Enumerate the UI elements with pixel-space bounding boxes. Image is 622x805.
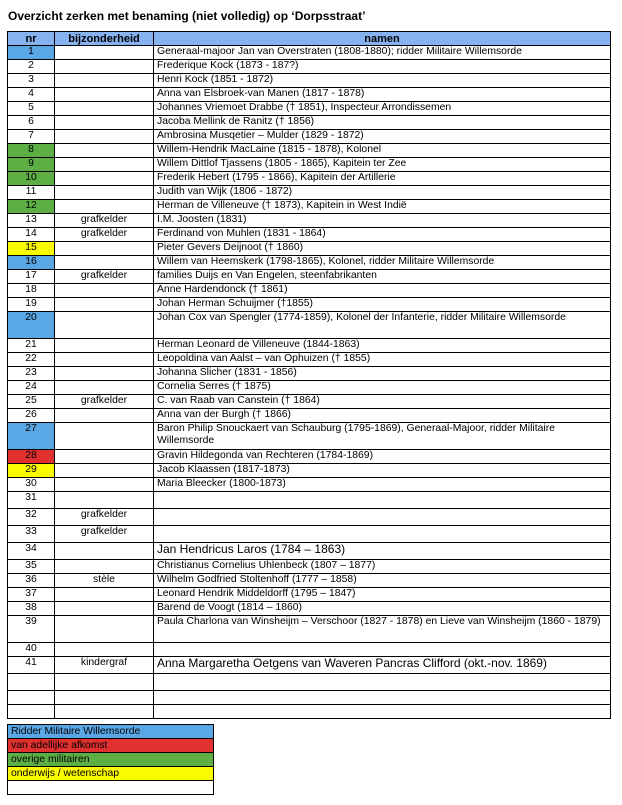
legend-item bbox=[8, 725, 214, 739]
nr-cell: 6 bbox=[8, 116, 55, 130]
table-header-row bbox=[8, 32, 611, 46]
table-row bbox=[8, 643, 611, 657]
bijzonderheid-cell: grafkelder bbox=[55, 270, 154, 284]
nr-cell: 22 bbox=[8, 353, 55, 367]
table-row bbox=[8, 691, 611, 705]
bijzonderheid-cell bbox=[55, 298, 154, 312]
table-row bbox=[8, 312, 611, 339]
name-cell: Wilhelm Godfried Stoltenhoff (1777 – 1858) bbox=[154, 574, 611, 588]
table-row bbox=[8, 509, 611, 526]
bijzonderheid-cell: kindergraf bbox=[55, 657, 154, 674]
nr-cell: 17 bbox=[8, 270, 55, 284]
nr-cell: 7 bbox=[8, 130, 55, 144]
nr-cell: 1 bbox=[8, 46, 55, 60]
name-cell: families Duijs en Van Engelen, steenfabrikanten bbox=[154, 270, 611, 284]
bijzonderheid-cell: grafkelder bbox=[55, 509, 154, 526]
legend-label: onderwijs / wetenschap bbox=[8, 767, 214, 781]
bijzonderheid-cell bbox=[55, 186, 154, 200]
table-row bbox=[8, 200, 611, 214]
name-cell: Herman Leonard de Villeneuve (1844-1863) bbox=[154, 339, 611, 353]
bijzonderheid-cell bbox=[55, 705, 154, 719]
nr-cell: 12 bbox=[8, 200, 55, 214]
name-cell: Herman de Villeneuve († 1873), Kapitein in West Indië bbox=[154, 200, 611, 214]
table-row bbox=[8, 674, 611, 691]
bijzonderheid-cell bbox=[55, 353, 154, 367]
bijzonderheid-cell bbox=[55, 560, 154, 574]
table-row bbox=[8, 543, 611, 560]
nr-cell: 2 bbox=[8, 60, 55, 74]
name-cell: Ferdinand von Muhlen (1831 - 1864) bbox=[154, 228, 611, 242]
bijzonderheid-cell bbox=[55, 691, 154, 705]
table-row bbox=[8, 298, 611, 312]
name-cell bbox=[154, 643, 611, 657]
nr-cell: 37 bbox=[8, 588, 55, 602]
bijzonderheid-cell bbox=[55, 464, 154, 478]
table-row bbox=[8, 339, 611, 353]
table-row bbox=[8, 381, 611, 395]
bijzonderheid-cell bbox=[55, 144, 154, 158]
table-row bbox=[8, 60, 611, 74]
name-cell: Jan Hendricus Laros (1784 – 1863) bbox=[154, 543, 611, 560]
table-row bbox=[8, 588, 611, 602]
name-cell bbox=[154, 492, 611, 509]
bijzonderheid-cell bbox=[55, 588, 154, 602]
bijzonderheid-cell bbox=[55, 423, 154, 450]
nr-cell: 32 bbox=[8, 509, 55, 526]
page-title: Overzicht zerken met benaming (niet volledig) op ‘Dorpsstraat’ bbox=[8, 9, 366, 23]
nr-cell: 35 bbox=[8, 560, 55, 574]
legend-label: Ridder Militaire Willemsorde bbox=[8, 725, 214, 739]
legend-table bbox=[7, 724, 214, 795]
name-cell: Judith van Wijk (1806 - 1872) bbox=[154, 186, 611, 200]
name-cell bbox=[154, 705, 611, 719]
table-row bbox=[8, 526, 611, 543]
table-row bbox=[8, 492, 611, 509]
nr-cell bbox=[8, 674, 55, 691]
table-row bbox=[8, 450, 611, 464]
table-row bbox=[8, 242, 611, 256]
name-cell: Baron Philip Snouckaert van Schauburg (1795-1869), Generaal-Majoor, ridder Militaire Willemsorde bbox=[154, 423, 611, 450]
name-cell: Johan Cox van Spengler (1774-1859), Kolonel der Infanterie, ridder Militaire Willemsorde bbox=[154, 312, 611, 339]
nr-cell: 21 bbox=[8, 339, 55, 353]
name-cell: Anna Margaretha Oetgens van Waveren Pancras Clifford (okt.-nov. 1869) bbox=[154, 657, 611, 674]
nr-cell: 41 bbox=[8, 657, 55, 674]
legend-item bbox=[8, 753, 214, 767]
table-row bbox=[8, 478, 611, 492]
name-cell: Frederique Kock (1873 - 187?) bbox=[154, 60, 611, 74]
nr-cell: 38 bbox=[8, 602, 55, 616]
nr-cell: 26 bbox=[8, 409, 55, 423]
table-row bbox=[8, 560, 611, 574]
table-row bbox=[8, 186, 611, 200]
nr-cell: 11 bbox=[8, 186, 55, 200]
table-row bbox=[8, 270, 611, 284]
header-bijzonderheid: bijzonderheid bbox=[55, 32, 154, 46]
bijzonderheid-cell bbox=[55, 158, 154, 172]
name-cell: Ambrosina Musqetier – Mulder (1829 - 1872) bbox=[154, 130, 611, 144]
nr-cell: 18 bbox=[8, 284, 55, 298]
name-cell: Paula Charlona van Winsheijm – Verschoor (1827 - 1878) en Lieve van Winsheijm (1860 - 1879) bbox=[154, 616, 611, 643]
bijzonderheid-cell bbox=[55, 602, 154, 616]
table-row bbox=[8, 705, 611, 719]
legend-label: van adellijke afkomst bbox=[8, 739, 214, 753]
nr-cell: 33 bbox=[8, 526, 55, 543]
table-row bbox=[8, 284, 611, 298]
name-cell: Anna van der Burgh († 1866) bbox=[154, 409, 611, 423]
name-cell bbox=[154, 674, 611, 691]
name-cell: Willem van Heemskerk (1798-1865), Kolonel, ridder Militaire Willemsorde bbox=[154, 256, 611, 270]
name-cell: Willem Dittlof Tjassens (1805 - 1865), Kapitein ter Zee bbox=[154, 158, 611, 172]
bijzonderheid-cell bbox=[55, 200, 154, 214]
bijzonderheid-cell bbox=[55, 116, 154, 130]
name-cell: Johanna Slicher (1831 - 1856) bbox=[154, 367, 611, 381]
bijzonderheid-cell bbox=[55, 409, 154, 423]
legend-label: overige militairen bbox=[8, 753, 214, 767]
legend-label bbox=[8, 781, 214, 795]
table-row bbox=[8, 228, 611, 242]
name-cell: Generaal-majoor Jan van Overstraten (1808-1880); ridder Militaire Willemsorde bbox=[154, 46, 611, 60]
nr-cell: 8 bbox=[8, 144, 55, 158]
graves-table bbox=[7, 31, 611, 719]
name-cell: Henri Kock (1851 - 1872) bbox=[154, 74, 611, 88]
table-row bbox=[8, 409, 611, 423]
nr-cell: 5 bbox=[8, 102, 55, 116]
nr-cell: 40 bbox=[8, 643, 55, 657]
bijzonderheid-cell bbox=[55, 130, 154, 144]
name-cell: C. van Raab van Canstein († 1864) bbox=[154, 395, 611, 409]
nr-cell: 19 bbox=[8, 298, 55, 312]
bijzonderheid-cell bbox=[55, 381, 154, 395]
legend-item bbox=[8, 767, 214, 781]
nr-cell bbox=[8, 691, 55, 705]
nr-cell: 29 bbox=[8, 464, 55, 478]
nr-cell: 30 bbox=[8, 478, 55, 492]
nr-cell: 15 bbox=[8, 242, 55, 256]
table-row bbox=[8, 616, 611, 643]
bijzonderheid-cell bbox=[55, 450, 154, 464]
table-row bbox=[8, 353, 611, 367]
header-nr: nr bbox=[8, 32, 55, 46]
name-cell: Jacob Klaassen (1817-1873) bbox=[154, 464, 611, 478]
nr-cell: 23 bbox=[8, 367, 55, 381]
bijzonderheid-cell: stèle bbox=[55, 574, 154, 588]
bijzonderheid-cell bbox=[55, 367, 154, 381]
nr-cell: 34 bbox=[8, 543, 55, 560]
bijzonderheid-cell bbox=[55, 88, 154, 102]
table-row bbox=[8, 158, 611, 172]
name-cell: Christianus Cornelius Uhlenbeck (1807 – 1877) bbox=[154, 560, 611, 574]
name-cell: Jacoba Mellink de Ranitz († 1856) bbox=[154, 116, 611, 130]
legend-item bbox=[8, 781, 214, 795]
name-cell: Anne Hardendonck († 1861) bbox=[154, 284, 611, 298]
table-row bbox=[8, 256, 611, 270]
table-row bbox=[8, 367, 611, 381]
table-row bbox=[8, 602, 611, 616]
bijzonderheid-cell bbox=[55, 284, 154, 298]
nr-cell: 13 bbox=[8, 214, 55, 228]
bijzonderheid-cell bbox=[55, 74, 154, 88]
table-row bbox=[8, 214, 611, 228]
table-row bbox=[8, 144, 611, 158]
nr-cell: 10 bbox=[8, 172, 55, 186]
nr-cell: 28 bbox=[8, 450, 55, 464]
table-row bbox=[8, 464, 611, 478]
header-namen: namen bbox=[154, 32, 611, 46]
table-row bbox=[8, 74, 611, 88]
name-cell bbox=[154, 509, 611, 526]
nr-cell: 31 bbox=[8, 492, 55, 509]
bijzonderheid-cell bbox=[55, 312, 154, 339]
name-cell: Cornelia Serres († 1875) bbox=[154, 381, 611, 395]
name-cell: Maria Bleecker (1800-1873) bbox=[154, 478, 611, 492]
name-cell: Johan Herman Schuijmer (†1855) bbox=[154, 298, 611, 312]
name-cell: Willem-Hendrik MacLaine (1815 - 1878), Kolonel bbox=[154, 144, 611, 158]
nr-cell: 14 bbox=[8, 228, 55, 242]
name-cell: I.M. Joosten (1831) bbox=[154, 214, 611, 228]
bijzonderheid-cell bbox=[55, 256, 154, 270]
table-row bbox=[8, 172, 611, 186]
name-cell: Leopoldina van Aalst – van Ophuizen († 1855) bbox=[154, 353, 611, 367]
table-row bbox=[8, 574, 611, 588]
name-cell: Leonard Hendrik Middeldorff (1795 – 1847) bbox=[154, 588, 611, 602]
nr-cell: 4 bbox=[8, 88, 55, 102]
bijzonderheid-cell bbox=[55, 172, 154, 186]
nr-cell: 39 bbox=[8, 616, 55, 643]
nr-cell: 9 bbox=[8, 158, 55, 172]
name-cell: Gravin Hildegonda van Rechteren (1784-1869) bbox=[154, 450, 611, 464]
nr-cell: 16 bbox=[8, 256, 55, 270]
name-cell bbox=[154, 526, 611, 543]
name-cell bbox=[154, 691, 611, 705]
name-cell: Anna van Elsbroek-van Manen (1817 - 1878) bbox=[154, 88, 611, 102]
bijzonderheid-cell bbox=[55, 674, 154, 691]
bijzonderheid-cell bbox=[55, 46, 154, 60]
bijzonderheid-cell bbox=[55, 242, 154, 256]
nr-cell: 3 bbox=[8, 74, 55, 88]
bijzonderheid-cell bbox=[55, 102, 154, 116]
table-row bbox=[8, 395, 611, 409]
table-row bbox=[8, 102, 611, 116]
nr-cell: 25 bbox=[8, 395, 55, 409]
bijzonderheid-cell: grafkelder bbox=[55, 526, 154, 543]
name-cell: Frederik Hebert (1795 - 1866), Kapitein der Artillerie bbox=[154, 172, 611, 186]
name-cell: Pieter Gevers Deijnoot († 1860) bbox=[154, 242, 611, 256]
table-row bbox=[8, 130, 611, 144]
bijzonderheid-cell: grafkelder bbox=[55, 228, 154, 242]
bijzonderheid-cell bbox=[55, 616, 154, 643]
legend-item bbox=[8, 739, 214, 753]
bijzonderheid-cell: grafkelder bbox=[55, 395, 154, 409]
table-row bbox=[8, 88, 611, 102]
nr-cell: 20 bbox=[8, 312, 55, 339]
name-cell: Barend de Voogt (1814 – 1860) bbox=[154, 602, 611, 616]
bijzonderheid-cell bbox=[55, 339, 154, 353]
nr-cell bbox=[8, 705, 55, 719]
table-row bbox=[8, 657, 611, 674]
table-row bbox=[8, 46, 611, 60]
table-row bbox=[8, 423, 611, 450]
table-row bbox=[8, 116, 611, 130]
bijzonderheid-cell bbox=[55, 60, 154, 74]
bijzonderheid-cell bbox=[55, 478, 154, 492]
nr-cell: 24 bbox=[8, 381, 55, 395]
bijzonderheid-cell bbox=[55, 643, 154, 657]
nr-cell: 27 bbox=[8, 423, 55, 450]
name-cell: Johannes Vriemoet Drabbe († 1851), Inspecteur Arrondissemen bbox=[154, 102, 611, 116]
bijzonderheid-cell bbox=[55, 492, 154, 509]
nr-cell: 36 bbox=[8, 574, 55, 588]
bijzonderheid-cell: grafkelder bbox=[55, 214, 154, 228]
bijzonderheid-cell bbox=[55, 543, 154, 560]
